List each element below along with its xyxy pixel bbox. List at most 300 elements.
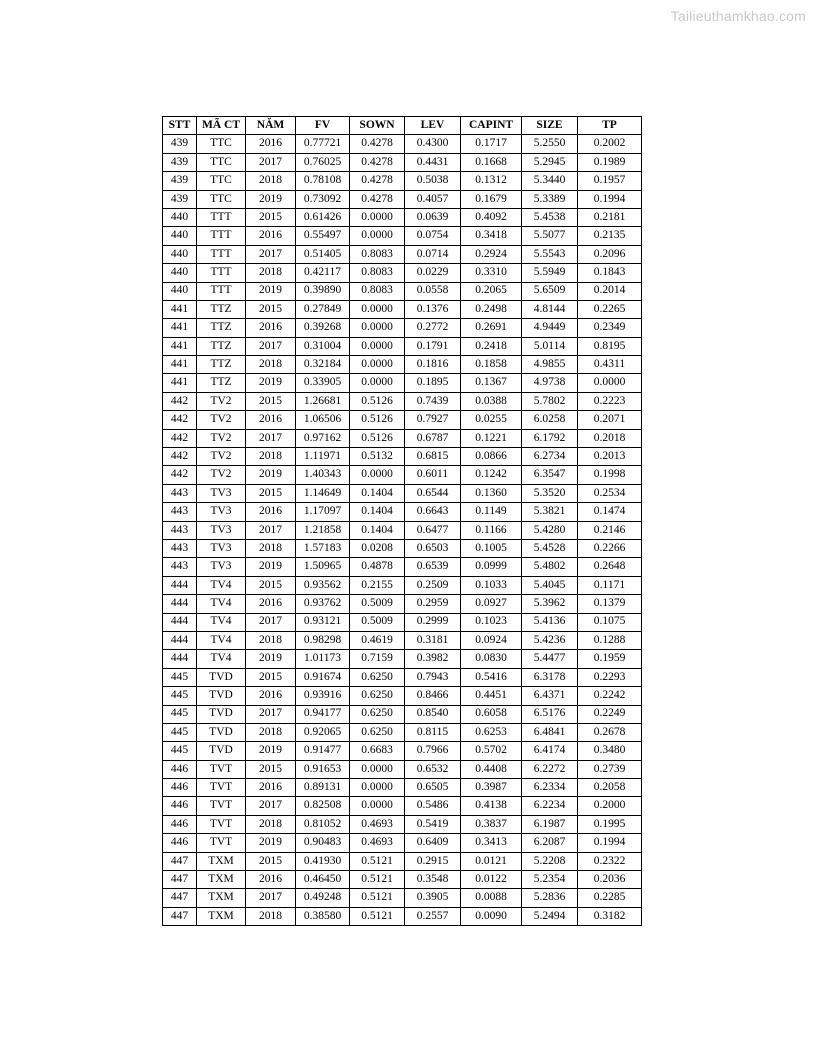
cell-nam: 2019 xyxy=(246,190,296,208)
cell-fv: 0.98298 xyxy=(296,631,350,649)
cell-nam: 2017 xyxy=(246,521,296,539)
cell-nam: 2018 xyxy=(246,631,296,649)
column-header-fv: FV xyxy=(296,117,350,135)
table-row xyxy=(163,723,642,741)
cell-capint: 0.0866 xyxy=(461,448,522,466)
cell-lev: 0.5486 xyxy=(405,797,461,815)
cell-stt: 441 xyxy=(163,337,197,355)
cell-ma-ct: TV2 xyxy=(197,411,246,429)
cell-lev: 0.0229 xyxy=(405,264,461,282)
cell-size: 4.8144 xyxy=(522,300,578,318)
table-row xyxy=(163,687,642,705)
cell-capint: 0.0924 xyxy=(461,631,522,649)
cell-fv: 1.17097 xyxy=(296,503,350,521)
cell-fv: 0.90483 xyxy=(296,834,350,852)
cell-ma-ct: TVT xyxy=(197,779,246,797)
cell-capint: 0.1033 xyxy=(461,576,522,594)
cell-size: 5.3962 xyxy=(522,595,578,613)
cell-sown: 0.0000 xyxy=(350,319,405,337)
cell-nam: 2017 xyxy=(246,613,296,631)
table-row xyxy=(163,889,642,907)
cell-lev: 0.1895 xyxy=(405,374,461,392)
cell-ma-ct: TVD xyxy=(197,668,246,686)
table-row xyxy=(163,595,642,613)
cell-stt: 440 xyxy=(163,282,197,300)
cell-fv: 0.51405 xyxy=(296,245,350,263)
cell-sown: 0.8083 xyxy=(350,264,405,282)
cell-fv: 0.91653 xyxy=(296,760,350,778)
cell-ma-ct: TTT xyxy=(197,264,246,282)
cell-nam: 2015 xyxy=(246,208,296,226)
cell-tp: 0.2249 xyxy=(578,705,642,723)
cell-fv: 1.21858 xyxy=(296,521,350,539)
cell-tp: 0.2648 xyxy=(578,558,642,576)
cell-stt: 443 xyxy=(163,503,197,521)
table-row xyxy=(163,282,642,300)
table-header-row xyxy=(163,117,642,135)
cell-tp: 0.2181 xyxy=(578,208,642,226)
cell-ma-ct: TV2 xyxy=(197,466,246,484)
cell-ma-ct: TXM xyxy=(197,852,246,870)
cell-sown: 0.0000 xyxy=(350,227,405,245)
cell-fv: 0.49248 xyxy=(296,889,350,907)
cell-stt: 439 xyxy=(163,190,197,208)
cell-stt: 447 xyxy=(163,852,197,870)
cell-tp: 0.2349 xyxy=(578,319,642,337)
cell-sown: 0.1404 xyxy=(350,484,405,502)
table-row xyxy=(163,411,642,429)
cell-stt: 445 xyxy=(163,705,197,723)
table-row xyxy=(163,797,642,815)
cell-stt: 442 xyxy=(163,466,197,484)
cell-lev: 0.6787 xyxy=(405,429,461,447)
cell-nam: 2015 xyxy=(246,300,296,318)
cell-capint: 0.1717 xyxy=(461,135,522,153)
cell-stt: 442 xyxy=(163,429,197,447)
cell-lev: 0.2959 xyxy=(405,595,461,613)
cell-nam: 2015 xyxy=(246,576,296,594)
cell-lev: 0.2999 xyxy=(405,613,461,631)
cell-stt: 444 xyxy=(163,576,197,594)
cell-sown: 0.4278 xyxy=(350,172,405,190)
cell-fv: 0.61426 xyxy=(296,208,350,226)
cell-size: 6.2734 xyxy=(522,448,578,466)
cell-fv: 0.46450 xyxy=(296,871,350,889)
cell-capint: 0.2924 xyxy=(461,245,522,263)
cell-stt: 442 xyxy=(163,448,197,466)
cell-stt: 446 xyxy=(163,797,197,815)
cell-fv: 0.92065 xyxy=(296,723,350,741)
cell-ma-ct: TV4 xyxy=(197,576,246,594)
cell-lev: 0.5038 xyxy=(405,172,461,190)
cell-nam: 2016 xyxy=(246,779,296,797)
cell-capint: 0.3413 xyxy=(461,834,522,852)
cell-lev: 0.3982 xyxy=(405,650,461,668)
cell-size: 5.2354 xyxy=(522,871,578,889)
cell-tp: 0.2002 xyxy=(578,135,642,153)
cell-lev: 0.6532 xyxy=(405,760,461,778)
cell-stt: 444 xyxy=(163,595,197,613)
cell-size: 6.5176 xyxy=(522,705,578,723)
table-row xyxy=(163,484,642,502)
cell-size: 5.3821 xyxy=(522,503,578,521)
cell-ma-ct: TV4 xyxy=(197,613,246,631)
table-row xyxy=(163,742,642,760)
cell-ma-ct: TV3 xyxy=(197,521,246,539)
cell-nam: 2019 xyxy=(246,282,296,300)
cell-capint: 0.1858 xyxy=(461,356,522,374)
cell-capint: 0.0388 xyxy=(461,392,522,410)
cell-size: 6.2087 xyxy=(522,834,578,852)
table-row xyxy=(163,208,642,226)
cell-fv: 1.50965 xyxy=(296,558,350,576)
cell-sown: 0.5121 xyxy=(350,852,405,870)
cell-stt: 444 xyxy=(163,613,197,631)
cell-capint: 0.4408 xyxy=(461,760,522,778)
cell-lev: 0.4057 xyxy=(405,190,461,208)
cell-tp: 0.0000 xyxy=(578,374,642,392)
cell-sown: 0.0208 xyxy=(350,539,405,557)
cell-capint: 0.0122 xyxy=(461,871,522,889)
cell-ma-ct: TTT xyxy=(197,227,246,245)
cell-size: 6.2334 xyxy=(522,779,578,797)
cell-size: 5.4045 xyxy=(522,576,578,594)
cell-tp: 0.1474 xyxy=(578,503,642,521)
cell-tp: 0.1959 xyxy=(578,650,642,668)
cell-capint: 0.4092 xyxy=(461,208,522,226)
cell-tp: 0.2146 xyxy=(578,521,642,539)
cell-ma-ct: TTC xyxy=(197,153,246,171)
cell-fv: 0.78108 xyxy=(296,172,350,190)
cell-fv: 0.93762 xyxy=(296,595,350,613)
table-row xyxy=(163,153,642,171)
cell-stt: 447 xyxy=(163,889,197,907)
cell-size: 6.2234 xyxy=(522,797,578,815)
table-row xyxy=(163,300,642,318)
cell-ma-ct: TV4 xyxy=(197,650,246,668)
cell-size: 6.2272 xyxy=(522,760,578,778)
cell-lev: 0.0558 xyxy=(405,282,461,300)
table-row xyxy=(163,779,642,797)
cell-nam: 2017 xyxy=(246,153,296,171)
cell-capint: 0.0999 xyxy=(461,558,522,576)
cell-lev: 0.1791 xyxy=(405,337,461,355)
table-row xyxy=(163,466,642,484)
cell-size: 5.5077 xyxy=(522,227,578,245)
cell-sown: 0.0000 xyxy=(350,374,405,392)
cell-nam: 2017 xyxy=(246,705,296,723)
column-header-ma-ct: MÃ CT xyxy=(197,117,246,135)
cell-lev: 0.8115 xyxy=(405,723,461,741)
table-row xyxy=(163,760,642,778)
cell-ma-ct: TTC xyxy=(197,190,246,208)
cell-lev: 0.6477 xyxy=(405,521,461,539)
cell-fv: 1.14649 xyxy=(296,484,350,502)
cell-size: 6.4841 xyxy=(522,723,578,741)
cell-tp: 0.1379 xyxy=(578,595,642,613)
cell-stt: 444 xyxy=(163,650,197,668)
cell-nam: 2016 xyxy=(246,135,296,153)
cell-lev: 0.0639 xyxy=(405,208,461,226)
cell-lev: 0.4300 xyxy=(405,135,461,153)
cell-sown: 0.4693 xyxy=(350,815,405,833)
table-row xyxy=(163,448,642,466)
cell-lev: 0.2772 xyxy=(405,319,461,337)
cell-fv: 0.91674 xyxy=(296,668,350,686)
cell-tp: 0.1075 xyxy=(578,613,642,631)
cell-ma-ct: TTT xyxy=(197,245,246,263)
cell-fv: 0.81052 xyxy=(296,815,350,833)
cell-lev: 0.6815 xyxy=(405,448,461,466)
cell-stt: 444 xyxy=(163,631,197,649)
cell-lev: 0.0754 xyxy=(405,227,461,245)
cell-lev: 0.0714 xyxy=(405,245,461,263)
cell-size: 6.0258 xyxy=(522,411,578,429)
cell-sown: 0.0000 xyxy=(350,779,405,797)
cell-capint: 0.0830 xyxy=(461,650,522,668)
cell-tp: 0.2265 xyxy=(578,300,642,318)
cell-lev: 0.3181 xyxy=(405,631,461,649)
table-row xyxy=(163,613,642,631)
cell-fv: 0.32184 xyxy=(296,356,350,374)
cell-lev: 0.2509 xyxy=(405,576,461,594)
cell-fv: 1.11971 xyxy=(296,448,350,466)
cell-sown: 0.0000 xyxy=(350,466,405,484)
cell-capint: 0.3310 xyxy=(461,264,522,282)
cell-ma-ct: TTZ xyxy=(197,356,246,374)
table-row xyxy=(163,172,642,190)
cell-nam: 2015 xyxy=(246,668,296,686)
cell-size: 6.3547 xyxy=(522,466,578,484)
cell-nam: 2018 xyxy=(246,356,296,374)
cell-tp: 0.2322 xyxy=(578,852,642,870)
cell-tp: 0.1994 xyxy=(578,834,642,852)
cell-sown: 0.0000 xyxy=(350,300,405,318)
cell-size: 5.2836 xyxy=(522,889,578,907)
cell-nam: 2018 xyxy=(246,172,296,190)
cell-stt: 446 xyxy=(163,779,197,797)
cell-ma-ct: TVD xyxy=(197,742,246,760)
cell-ma-ct: TVD xyxy=(197,705,246,723)
cell-tp: 0.2013 xyxy=(578,448,642,466)
cell-capint: 0.3987 xyxy=(461,779,522,797)
cell-fv: 1.26681 xyxy=(296,392,350,410)
cell-lev: 0.5419 xyxy=(405,815,461,833)
cell-size: 6.1792 xyxy=(522,429,578,447)
cell-stt: 441 xyxy=(163,300,197,318)
cell-tp: 0.8195 xyxy=(578,337,642,355)
cell-stt: 443 xyxy=(163,521,197,539)
table-row xyxy=(163,503,642,521)
table-row xyxy=(163,852,642,870)
cell-fv: 0.73092 xyxy=(296,190,350,208)
cell-capint: 0.1005 xyxy=(461,539,522,557)
column-header-tp: TP xyxy=(578,117,642,135)
cell-stt: 440 xyxy=(163,208,197,226)
cell-lev: 0.7966 xyxy=(405,742,461,760)
cell-nam: 2015 xyxy=(246,852,296,870)
cell-nam: 2018 xyxy=(246,539,296,557)
cell-ma-ct: TTZ xyxy=(197,374,246,392)
cell-ma-ct: TV4 xyxy=(197,595,246,613)
cell-ma-ct: TXM xyxy=(197,889,246,907)
cell-nam: 2019 xyxy=(246,558,296,576)
cell-tp: 0.2285 xyxy=(578,889,642,907)
cell-stt: 442 xyxy=(163,392,197,410)
table-row xyxy=(163,392,642,410)
cell-stt: 440 xyxy=(163,245,197,263)
cell-fv: 0.89131 xyxy=(296,779,350,797)
cell-tp: 0.2036 xyxy=(578,871,642,889)
cell-fv: 0.97162 xyxy=(296,429,350,447)
column-header-capint: CAPINT xyxy=(461,117,522,135)
cell-capint: 0.6253 xyxy=(461,723,522,741)
cell-tp: 0.1843 xyxy=(578,264,642,282)
cell-nam: 2017 xyxy=(246,797,296,815)
cell-size: 6.3178 xyxy=(522,668,578,686)
cell-capint: 0.2065 xyxy=(461,282,522,300)
cell-tp: 0.3480 xyxy=(578,742,642,760)
cell-lev: 0.3905 xyxy=(405,889,461,907)
table-row xyxy=(163,356,642,374)
cell-size: 4.9738 xyxy=(522,374,578,392)
cell-size: 5.3389 xyxy=(522,190,578,208)
cell-capint: 0.0090 xyxy=(461,907,522,925)
cell-size: 5.2945 xyxy=(522,153,578,171)
cell-lev: 0.8540 xyxy=(405,705,461,723)
cell-tp: 0.2000 xyxy=(578,797,642,815)
cell-sown: 0.4619 xyxy=(350,631,405,649)
cell-nam: 2019 xyxy=(246,742,296,760)
table-row xyxy=(163,539,642,557)
cell-capint: 0.1668 xyxy=(461,153,522,171)
cell-ma-ct: TXM xyxy=(197,907,246,925)
cell-fv: 0.93121 xyxy=(296,613,350,631)
cell-lev: 0.8466 xyxy=(405,687,461,705)
cell-size: 5.2208 xyxy=(522,852,578,870)
table-row xyxy=(163,319,642,337)
cell-ma-ct: TTZ xyxy=(197,319,246,337)
cell-nam: 2017 xyxy=(246,889,296,907)
cell-sown: 0.4878 xyxy=(350,558,405,576)
cell-size: 6.4371 xyxy=(522,687,578,705)
cell-lev: 0.2915 xyxy=(405,852,461,870)
cell-lev: 0.4431 xyxy=(405,153,461,171)
cell-fv: 0.77721 xyxy=(296,135,350,153)
cell-sown: 0.8083 xyxy=(350,245,405,263)
cell-nam: 2016 xyxy=(246,411,296,429)
cell-tp: 0.2266 xyxy=(578,539,642,557)
cell-ma-ct: TTZ xyxy=(197,300,246,318)
cell-lev: 0.1816 xyxy=(405,356,461,374)
cell-ma-ct: TTT xyxy=(197,208,246,226)
cell-nam: 2018 xyxy=(246,815,296,833)
cell-nam: 2016 xyxy=(246,319,296,337)
cell-lev: 0.7439 xyxy=(405,392,461,410)
cell-nam: 2016 xyxy=(246,503,296,521)
cell-ma-ct: TV2 xyxy=(197,429,246,447)
cell-tp: 0.2534 xyxy=(578,484,642,502)
cell-sown: 0.0000 xyxy=(350,356,405,374)
cell-size: 5.4802 xyxy=(522,558,578,576)
cell-stt: 442 xyxy=(163,411,197,429)
table-row xyxy=(163,871,642,889)
cell-ma-ct: TV3 xyxy=(197,558,246,576)
cell-fv: 1.57183 xyxy=(296,539,350,557)
cell-sown: 0.0000 xyxy=(350,760,405,778)
cell-fv: 1.01173 xyxy=(296,650,350,668)
cell-nam: 2019 xyxy=(246,650,296,668)
cell-ma-ct: TTC xyxy=(197,172,246,190)
cell-sown: 0.1404 xyxy=(350,521,405,539)
cell-nam: 2015 xyxy=(246,760,296,778)
cell-tp: 0.1957 xyxy=(578,172,642,190)
cell-capint: 0.0255 xyxy=(461,411,522,429)
column-header-lev: LEV xyxy=(405,117,461,135)
cell-size: 5.5949 xyxy=(522,264,578,282)
table-row xyxy=(163,815,642,833)
table-row xyxy=(163,631,642,649)
cell-nam: 2015 xyxy=(246,392,296,410)
cell-capint: 0.2498 xyxy=(461,300,522,318)
cell-ma-ct: TV3 xyxy=(197,539,246,557)
cell-nam: 2016 xyxy=(246,871,296,889)
cell-capint: 0.1367 xyxy=(461,374,522,392)
cell-lev: 0.6539 xyxy=(405,558,461,576)
cell-capint: 0.0088 xyxy=(461,889,522,907)
cell-nam: 2018 xyxy=(246,264,296,282)
cell-stt: 441 xyxy=(163,319,197,337)
cell-sown: 0.6250 xyxy=(350,705,405,723)
cell-capint: 0.1166 xyxy=(461,521,522,539)
cell-capint: 0.3418 xyxy=(461,227,522,245)
cell-lev: 0.7943 xyxy=(405,668,461,686)
cell-size: 6.4174 xyxy=(522,742,578,760)
cell-stt: 440 xyxy=(163,264,197,282)
cell-stt: 447 xyxy=(163,871,197,889)
cell-capint: 0.2418 xyxy=(461,337,522,355)
cell-lev: 0.6409 xyxy=(405,834,461,852)
cell-fv: 0.76025 xyxy=(296,153,350,171)
cell-fv: 0.39890 xyxy=(296,282,350,300)
table-row xyxy=(163,135,642,153)
cell-capint: 0.1360 xyxy=(461,484,522,502)
table-row xyxy=(163,650,642,668)
cell-size: 5.4538 xyxy=(522,208,578,226)
cell-sown: 0.5132 xyxy=(350,448,405,466)
cell-size: 5.0114 xyxy=(522,337,578,355)
cell-nam: 2018 xyxy=(246,723,296,741)
cell-fv: 0.33905 xyxy=(296,374,350,392)
cell-stt: 445 xyxy=(163,742,197,760)
table-row xyxy=(163,907,642,925)
cell-ma-ct: TTC xyxy=(197,135,246,153)
cell-stt: 443 xyxy=(163,558,197,576)
cell-fv: 0.93562 xyxy=(296,576,350,594)
cell-capint: 0.3837 xyxy=(461,815,522,833)
cell-stt: 441 xyxy=(163,374,197,392)
cell-tp: 0.4311 xyxy=(578,356,642,374)
cell-tp: 0.2223 xyxy=(578,392,642,410)
cell-stt: 445 xyxy=(163,687,197,705)
cell-sown: 0.5121 xyxy=(350,871,405,889)
cell-lev: 0.3548 xyxy=(405,871,461,889)
cell-lev: 0.6503 xyxy=(405,539,461,557)
cell-lev: 0.6643 xyxy=(405,503,461,521)
cell-nam: 2019 xyxy=(246,374,296,392)
cell-lev: 0.2557 xyxy=(405,907,461,925)
cell-tp: 0.2678 xyxy=(578,723,642,741)
